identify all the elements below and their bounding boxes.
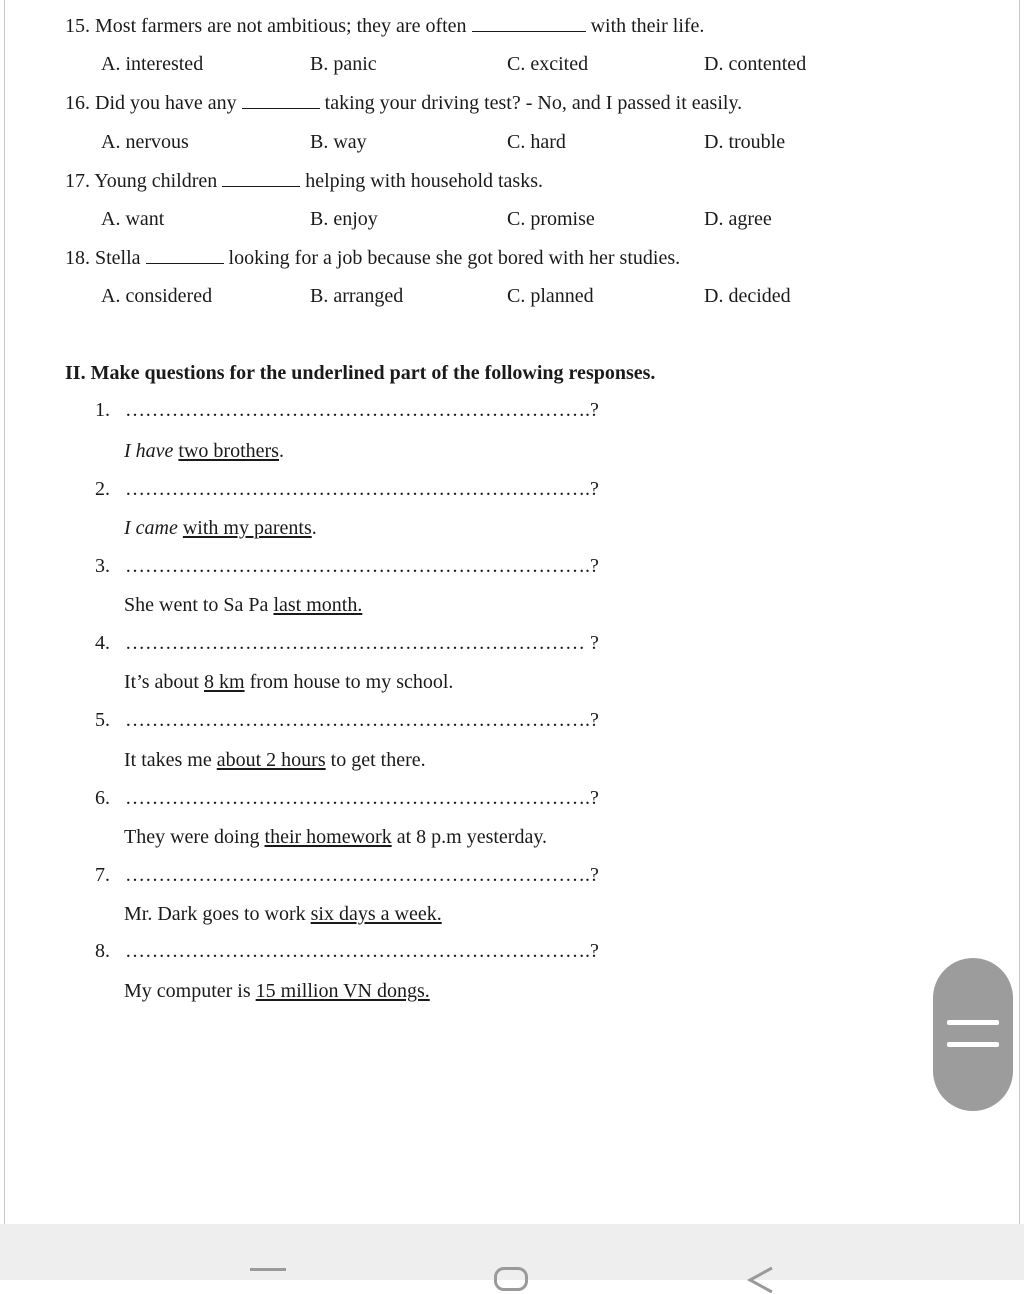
underlined-part: six days a week.: [310, 903, 442, 925]
response-4: [124, 670, 453, 694]
question-number: 16.: [65, 92, 90, 114]
underlined-part: two brothers: [178, 440, 279, 462]
response-text: My computer is: [124, 980, 251, 1002]
option-b: B. panic: [310, 53, 377, 75]
underlined-part: about 2 hours: [216, 749, 326, 771]
response-8: [124, 979, 430, 1003]
response-text: They were doing: [124, 826, 260, 848]
answer-blank: [222, 170, 300, 187]
response-text: .: [278, 440, 284, 462]
question-text: Stella: [95, 247, 141, 269]
response-text: It takes me: [124, 749, 212, 771]
recent-apps-icon[interactable]: [250, 1268, 286, 1271]
question-text: Most farmers are not ambitious; they are often: [95, 15, 467, 37]
option-a: A. nervous: [101, 131, 189, 153]
question-text: helping with household tasks.: [305, 170, 543, 192]
underlined-part: with my parents: [182, 517, 312, 539]
option-c: C. excited: [507, 53, 589, 75]
response-text: from house to my school.: [249, 671, 454, 693]
answer-dots: …………………………………………………………….?: [125, 787, 599, 809]
question-text: looking for a job because she got bored with her studies.: [228, 247, 681, 269]
option-d: D. decided: [704, 285, 791, 307]
option-a: A. interested: [101, 53, 204, 75]
option-a: A. considered: [101, 285, 213, 307]
response-text: She went to Sa Pa: [124, 594, 269, 616]
option-c: C. promise: [507, 208, 595, 230]
answer-blank: [472, 15, 586, 32]
question-number: 15.: [65, 15, 90, 37]
home-icon[interactable]: [494, 1267, 528, 1291]
response-text: I have: [124, 440, 174, 462]
option-d: D. agree: [704, 208, 772, 230]
response-7: [124, 902, 442, 926]
option-d: D. contented: [704, 53, 807, 75]
section-heading: II. Make questions for the underlined part of the following responses.: [65, 362, 656, 384]
response-text: Mr. Dark goes to work: [124, 903, 306, 925]
response-text: I came: [124, 517, 178, 539]
item-number: 2.: [95, 478, 110, 500]
response-text: It’s about: [124, 671, 199, 693]
response-text: .: [311, 517, 317, 539]
question-text: Young children: [94, 170, 218, 192]
answer-dots: …………………………………………………………… ?: [125, 632, 599, 654]
option-b: B. arranged: [310, 285, 404, 307]
option-a: A. want: [101, 208, 165, 230]
item-number: 4.: [95, 632, 110, 654]
item-number: 7.: [95, 864, 110, 886]
response-5: [124, 748, 426, 772]
option-c: C. planned: [507, 285, 594, 307]
question-17: [65, 169, 543, 193]
response-2: [124, 516, 317, 540]
option-c: C. hard: [507, 131, 566, 153]
response-text: at 8 p.m yesterday.: [396, 826, 548, 848]
question-text: Did you have any: [95, 92, 237, 114]
question-18: [65, 246, 680, 270]
question-16: [65, 91, 742, 115]
underlined-part: their homework: [264, 826, 392, 848]
underlined-part: last month.: [273, 594, 363, 616]
question-text: with their life.: [590, 15, 705, 37]
answer-dots: …………………………………………………………….?: [125, 940, 599, 962]
question-text: taking your driving test? - No, and I passed it easily.: [324, 92, 743, 114]
response-1: [124, 439, 284, 463]
back-icon[interactable]: [744, 1264, 774, 1294]
response-3: [124, 593, 362, 617]
answer-dots: …………………………………………………………….?: [125, 478, 599, 500]
item-number: 8.: [95, 940, 110, 962]
response-text: to get there.: [330, 749, 426, 771]
scroll-handle[interactable]: [933, 958, 1013, 1111]
question-number: 17.: [65, 170, 90, 192]
item-number: 1.: [95, 399, 110, 421]
option-b: B. way: [310, 131, 367, 153]
question-15: [65, 14, 704, 38]
answer-blank: [242, 92, 320, 109]
option-d: D. trouble: [704, 131, 786, 153]
underlined-part: 15 million VN dongs.: [255, 980, 430, 1002]
response-6: [124, 825, 547, 849]
answer-dots: …………………………………………………………….?: [125, 555, 599, 577]
answer-dots: …………………………………………………………….?: [125, 709, 599, 731]
option-b: B. enjoy: [310, 208, 378, 230]
item-number: 3.: [95, 555, 110, 577]
underlined-part: 8 km: [204, 671, 245, 693]
question-number: 18.: [65, 247, 90, 269]
scroll-grip-icon: [947, 1042, 999, 1047]
answer-dots: …………………………………………………………….?: [125, 399, 599, 421]
scroll-grip-icon: [947, 1020, 999, 1025]
document-page: [4, 0, 1020, 1224]
item-number: 6.: [95, 787, 110, 809]
answer-blank: [146, 247, 224, 264]
item-number: 5.: [95, 709, 110, 731]
answer-dots: …………………………………………………………….?: [125, 864, 599, 886]
